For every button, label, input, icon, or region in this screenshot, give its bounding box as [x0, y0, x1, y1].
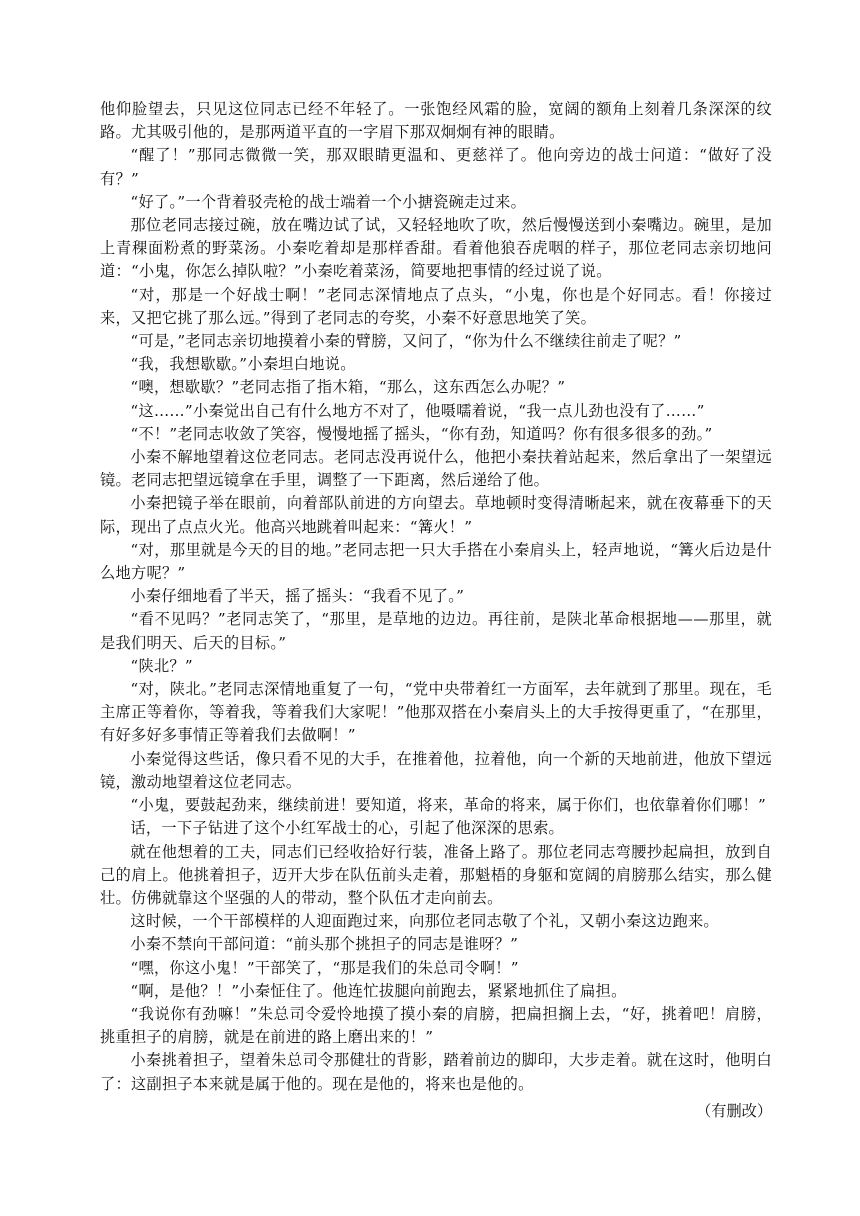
paragraph: “我，我想歇歇。”小秦坦白地说。: [130, 355, 356, 374]
source-note: （有删改）: [696, 1101, 772, 1120]
paragraph: 小秦不禁向干部问道：“前头那个挑担子的同志是谁呀？”: [130, 935, 519, 954]
paragraph: “我说你有劲嘛！”朱总司令爱怜地摸了摸小秦的肩膀，把扁担搁上去，“好，挑着吧！肩膀，挑重担子的肩膀，就是在前进的路上磨出来的！”: [100, 1004, 772, 1047]
paragraph: 小秦挑着担子，望着朱总司令那健壮的背影，踏着前边的脚印，大步走着。就在这时，他明白了：这副担子本来就是属于他的。现在是他的，将来也是他的。: [100, 1051, 772, 1093]
paragraph: 那位老同志接过碗，放在嘴边试了试，又轻轻地吹了吹，然后慢慢送到小秦嘴边。碗里，是加上青稞面粉煮的野菜汤。小秦吃着却是那样香甜。看着他狼吞虎咽的样子，那位老同志亲切地问道：“小鬼，你怎么掉队啦？”小秦吃着菜汤，简要地把事情的经过说了说。: [100, 216, 772, 281]
paragraph: 就在他想着的工夫，同志们已经收拾好行装，准备上路了。那位老同志弯腰抄起扁担，放到自己的肩上。他挑着担子，迈开大步在队伍前头走着，那魁梧的身躯和宽阔的肩膀那么结实，那么健壮。仿佛就靠这个坚强的人的带动，整个队伍才走向前去。: [100, 842, 772, 907]
paragraph: 小秦不解地望着这位老同志。老同志没再说什么，他把小秦扶着站起来，然后拿出了一架望远镜。老同志把望远镜拿在手里，调整了一下距离，然后递给了他。: [100, 448, 772, 490]
paragraph: 他仰脸望去，只见这位同志已经不年轻了。一张饱经风霜的脸，宽阔的额角上刻着几条深深的纹路。尤其吸引他的，是那两道平直的一字眉下那双炯炯有神的眼睛。: [100, 100, 772, 142]
paragraph: 这时候，一个干部模样的人迎面跑过来，向那位老同志敬了个礼，又朝小秦这边跑来。: [130, 912, 719, 931]
paragraph: 小秦仔细地看了半天，摇了摇头：“我看不见了。”: [130, 587, 465, 606]
paragraph: “可是，”老同志亲切地摸着小秦的臂膀，又问了，“你为什么不继续往前走了呢？”: [130, 332, 682, 351]
paragraph: “小鬼，要鼓起劲来，继续前进！要知道，将来，革命的将来，属于你们，也依靠着你们哪！”: [130, 796, 767, 815]
paragraph: “醒了！”那同志微微一笑，那双眼睛更温和、更慈祥了。他向旁边的战士问道：“做好了没有？”: [100, 146, 772, 188]
paragraph: 小秦把镜子举在眼前，向着部队前进的方向望去。草地顿时变得清晰起来，就在夜幕垂下的天际，现出了点点火光。他高兴地跳着叫起来：“篝火！”: [100, 494, 772, 536]
paragraph: “噢，想歇歇？”老同志指了指木箱，“那么，这东西怎么办呢？”: [130, 378, 566, 397]
paragraph: “对，那里就是今天的目的地。”老同志把一只大手搭在小秦肩头上，轻声地说，“篝火后边是什么地方呢？”: [100, 540, 772, 583]
paragraph: “对，那是一个好战士啊！”老同志深情地点了点头，“小鬼，你也是个好同志。看！你接过来，又把它挑了那么远。”得到了老同志的夸奖，小秦不好意思地笑了笑。: [100, 285, 772, 327]
paragraph: “好了。”一个背着驳壳枪的战士端着一个小搪瓷碗走过来。: [130, 192, 527, 211]
paragraph: “陕北？”: [130, 656, 193, 675]
article-body: [100, 98, 772, 1120]
paragraph: “看不见吗？”老同志笑了，“那里，是草地的边边。再往前，是陕北革命根据地——那里，就是我们明天、后天的目标。”: [100, 610, 772, 652]
paragraph: “嘿，你这小鬼！”干部笑了，“那是我们的朱总司令啊！”: [130, 958, 519, 977]
paragraph: 话，一下子钻进了这个小红军战士的心，引起了他深深的思索。: [130, 819, 565, 838]
paragraph: “不！”老同志收敛了笑容，慢慢地摇了摇头，“你有劲，知道吗？你有很多很多的劲。”: [130, 424, 713, 443]
paragraph: “这……”小秦觉出自己有什么地方不对了，他嗫嚅着说，“我一点儿劲也没有了……”: [130, 401, 705, 420]
paragraph: “啊，是他？！”小秦怔住了。他连忙拔腿向前跑去，紧紧地抓住了扁担。: [130, 981, 627, 1000]
paragraph: “对，陕北。”老同志深情地重复了一句，“党中央带着红一方面军，去年就到了那里。现在，毛主席正等着你，等着我，等着我们大家呢！”他那双搭在小秦肩头上的大手按得更重了，“在那里，有好多好多事情正等着我们去做啊！”: [100, 680, 772, 745]
paragraph: 小秦觉得这些话，像只看不见的大手，在推着他，拉着他，向一个新的天地前进，他放下望远镜，激动地望着这位老同志。: [100, 749, 772, 791]
